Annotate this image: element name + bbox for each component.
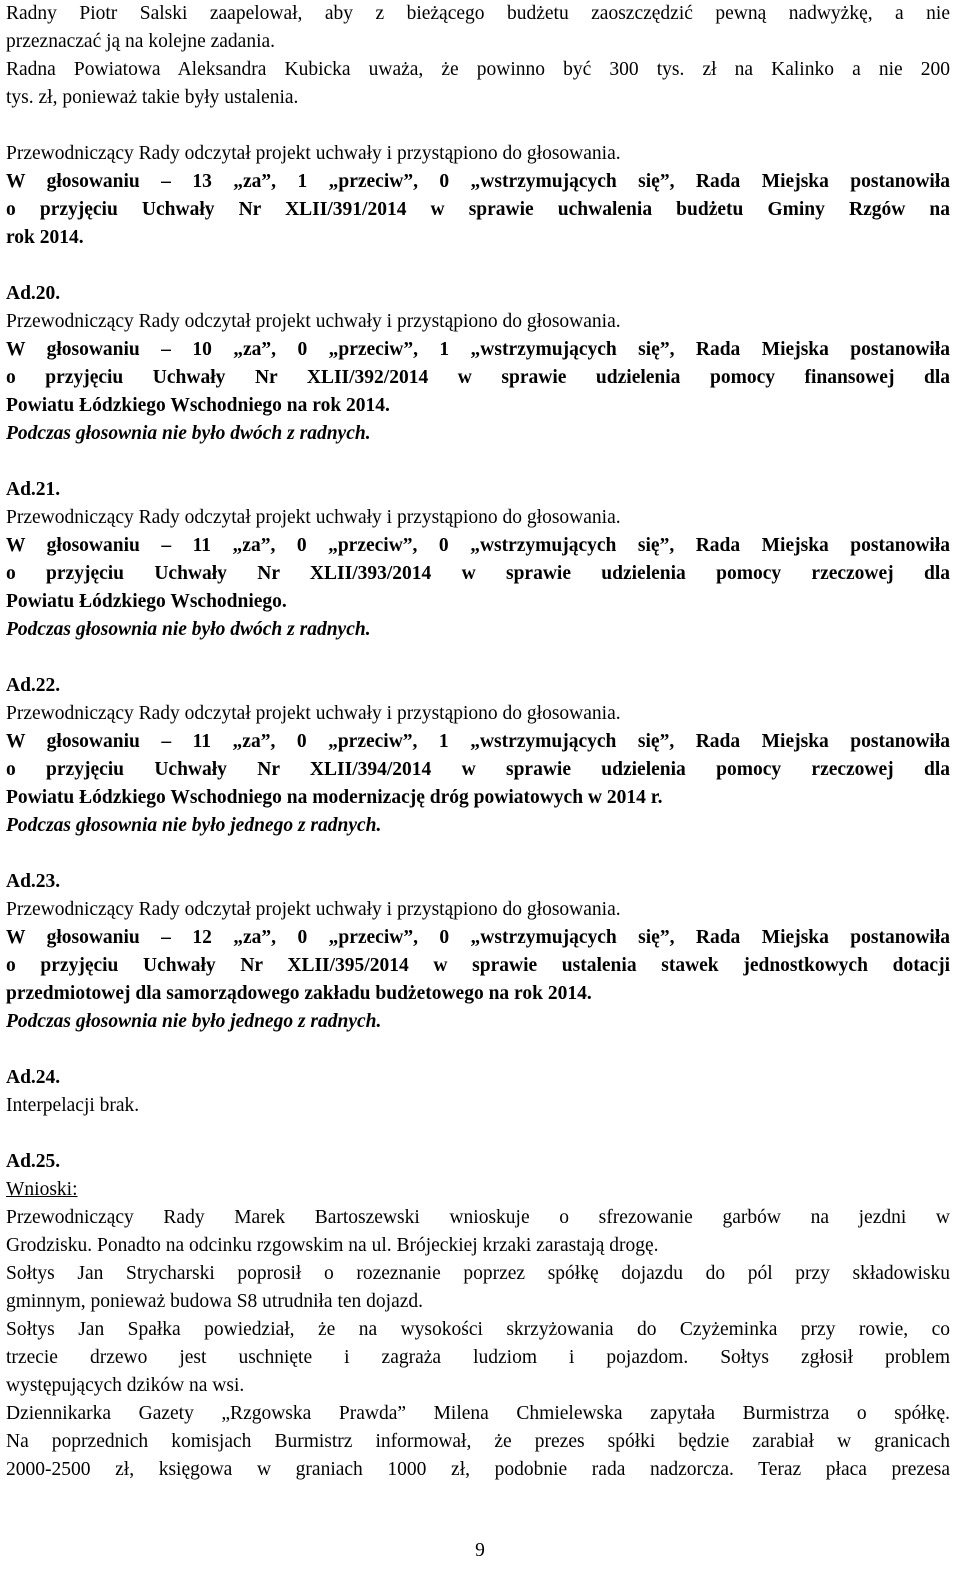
text-line: przeznaczać ją na kolejne zadania. <box>6 31 276 52</box>
paragraph-spacer <box>6 840 950 868</box>
text-line: tys. zł, ponieważ takie były ustalenia. <box>6 87 299 108</box>
text-line: Przewodniczący Rady odczytał projekt uchwały i przystąpiono do głosowania. <box>6 703 621 724</box>
resolution-line: rok 2014. <box>6 227 84 248</box>
paragraph-spacer <box>6 448 950 476</box>
absence-note: Podczas głosownia nie było jednego z radnych. <box>6 815 382 836</box>
text-line: gminnym, ponieważ budowa S8 utrudniła ten dojazd. <box>6 1291 424 1312</box>
absence-note: Podczas głosownia nie było jednego z radnych. <box>6 1011 382 1032</box>
section-heading: Ad.24. <box>6 1067 61 1088</box>
resolution-line: przedmiotowej dla samorządowego zakładu budżetowego na rok 2014. <box>6 983 592 1004</box>
paragraph-spacer <box>6 1036 950 1064</box>
document-page <box>6 0 950 1484</box>
section-heading: Ad.21. <box>6 479 61 500</box>
text-line: Sołtys Jan Spałka powiedział, że na wysokości skrzyżowania do Czyżeminka przy rowie, co <box>6 1319 950 1340</box>
resolution-line: W głosowaniu – 12 „za”, 0 „przeciw”, 0 „wstrzymujących się”, Rada Miejska postanowiła <box>6 927 950 948</box>
section-heading: Ad.23. <box>6 871 61 892</box>
text-line: Radny Piotr Salski zaapelował, aby z bieżącego budżetu zaoszczędzić pewną nadwyżkę, a nie <box>6 3 950 24</box>
paragraph-spacer <box>6 112 950 140</box>
text-line: Sołtys Jan Strycharski poprosił o rozeznanie poprzez spółkę dojazdu do pól przy składowisku <box>6 1263 950 1284</box>
absence-note: Podczas głosownia nie było dwóch z radnych. <box>6 423 371 444</box>
subheading: Wnioski: <box>6 1179 78 1200</box>
resolution-line: Powiatu Łódzkiego Wschodniego na modernizację dróg powiatowych w 2014 r. <box>6 787 663 808</box>
resolution-line: Powiatu Łódzkiego Wschodniego. <box>6 591 287 612</box>
resolution-line: o przyjęciu Uchwały Nr XLII/392/2014 w sprawie udzielenia pomocy finansowej dla <box>6 367 950 388</box>
resolution-line: Powiatu Łódzkiego Wschodniego na rok 2014. <box>6 395 390 416</box>
resolution-line: o przyjęciu Uchwały Nr XLII/393/2014 w sprawie udzielenia pomocy rzeczowej dla <box>6 563 950 584</box>
text-line: Radna Powiatowa Aleksandra Kubicka uważa, że powinno być 300 tys. zł na Kalinko a nie 200 <box>6 59 950 80</box>
paragraph-spacer <box>6 252 950 280</box>
text-line: Przewodniczący Rady odczytał projekt uchwały i przystąpiono do głosowania. <box>6 311 621 332</box>
text-line: Przewodniczący Rady Marek Bartoszewski wnioskuje o sfrezowanie garbów na jezdni w <box>6 1207 950 1228</box>
absence-note: Podczas głosownia nie było dwóch z radnych. <box>6 619 371 640</box>
paragraph-spacer <box>6 644 950 672</box>
resolution-line: W głosowaniu – 11 „za”, 0 „przeciw”, 1 „wstrzymujących się”, Rada Miejska postanowiła <box>6 731 950 752</box>
resolution-line: o przyjęciu Uchwały Nr XLII/391/2014 w sprawie uchwalenia budżetu Gminy Rzgów na <box>6 199 950 220</box>
text-line: trzecie drzewo jest uschnięte i zagraża ludziom i pojazdom. Sołtys zgłosił problem <box>6 1347 950 1368</box>
section-heading: Ad.20. <box>6 283 61 304</box>
resolution-line: W głosowaniu – 13 „za”, 1 „przeciw”, 0 „wstrzymujących się”, Rada Miejska postanowiła <box>6 171 950 192</box>
section-heading: Ad.25. <box>6 1151 61 1172</box>
page-number: 9 <box>475 1540 485 1561</box>
text-line: Przewodniczący Rady odczytał projekt uchwały i przystąpiono do głosowania. <box>6 143 621 164</box>
resolution-line: W głosowaniu – 10 „za”, 0 „przeciw”, 1 „wstrzymujących się”, Rada Miejska postanowiła <box>6 339 950 360</box>
text-line: Dziennikarka Gazety „Rzgowska Prawda” Milena Chmielewska zapytała Burmistrza o spółkę. <box>6 1403 950 1424</box>
text-line: występujących dzików na wsi. <box>6 1375 245 1396</box>
text-line: Przewodniczący Rady odczytał projekt uchwały i przystąpiono do głosowania. <box>6 507 621 528</box>
text-line: 2000-2500 zł, księgowa w graniach 1000 zł, podobnie rada nadzorcza. Teraz płaca prezesa <box>6 1459 950 1480</box>
text-line: Przewodniczący Rady odczytał projekt uchwały i przystąpiono do głosowania. <box>6 899 621 920</box>
paragraph-spacer <box>6 1120 950 1148</box>
text-line: Interpelacji brak. <box>6 1095 140 1116</box>
resolution-line: o przyjęciu Uchwały Nr XLII/394/2014 w sprawie udzielenia pomocy rzeczowej dla <box>6 759 950 780</box>
resolution-line: W głosowaniu – 11 „za”, 0 „przeciw”, 0 „wstrzymujących się”, Rada Miejska postanowiła <box>6 535 950 556</box>
text-line: Grodzisku. Ponadto na odcinku rzgowskim na ul. Brójeckiej krzaki zarastają drogę. <box>6 1235 659 1256</box>
text-line: Na poprzednich komisjach Burmistrz informował, że prezes spółki będzie zarabiał w granicach <box>6 1431 950 1452</box>
section-heading: Ad.22. <box>6 675 61 696</box>
resolution-line: o przyjęciu Uchwały Nr XLII/395/2014 w sprawie ustalenia stawek jednostkowych dotacji <box>6 955 950 976</box>
